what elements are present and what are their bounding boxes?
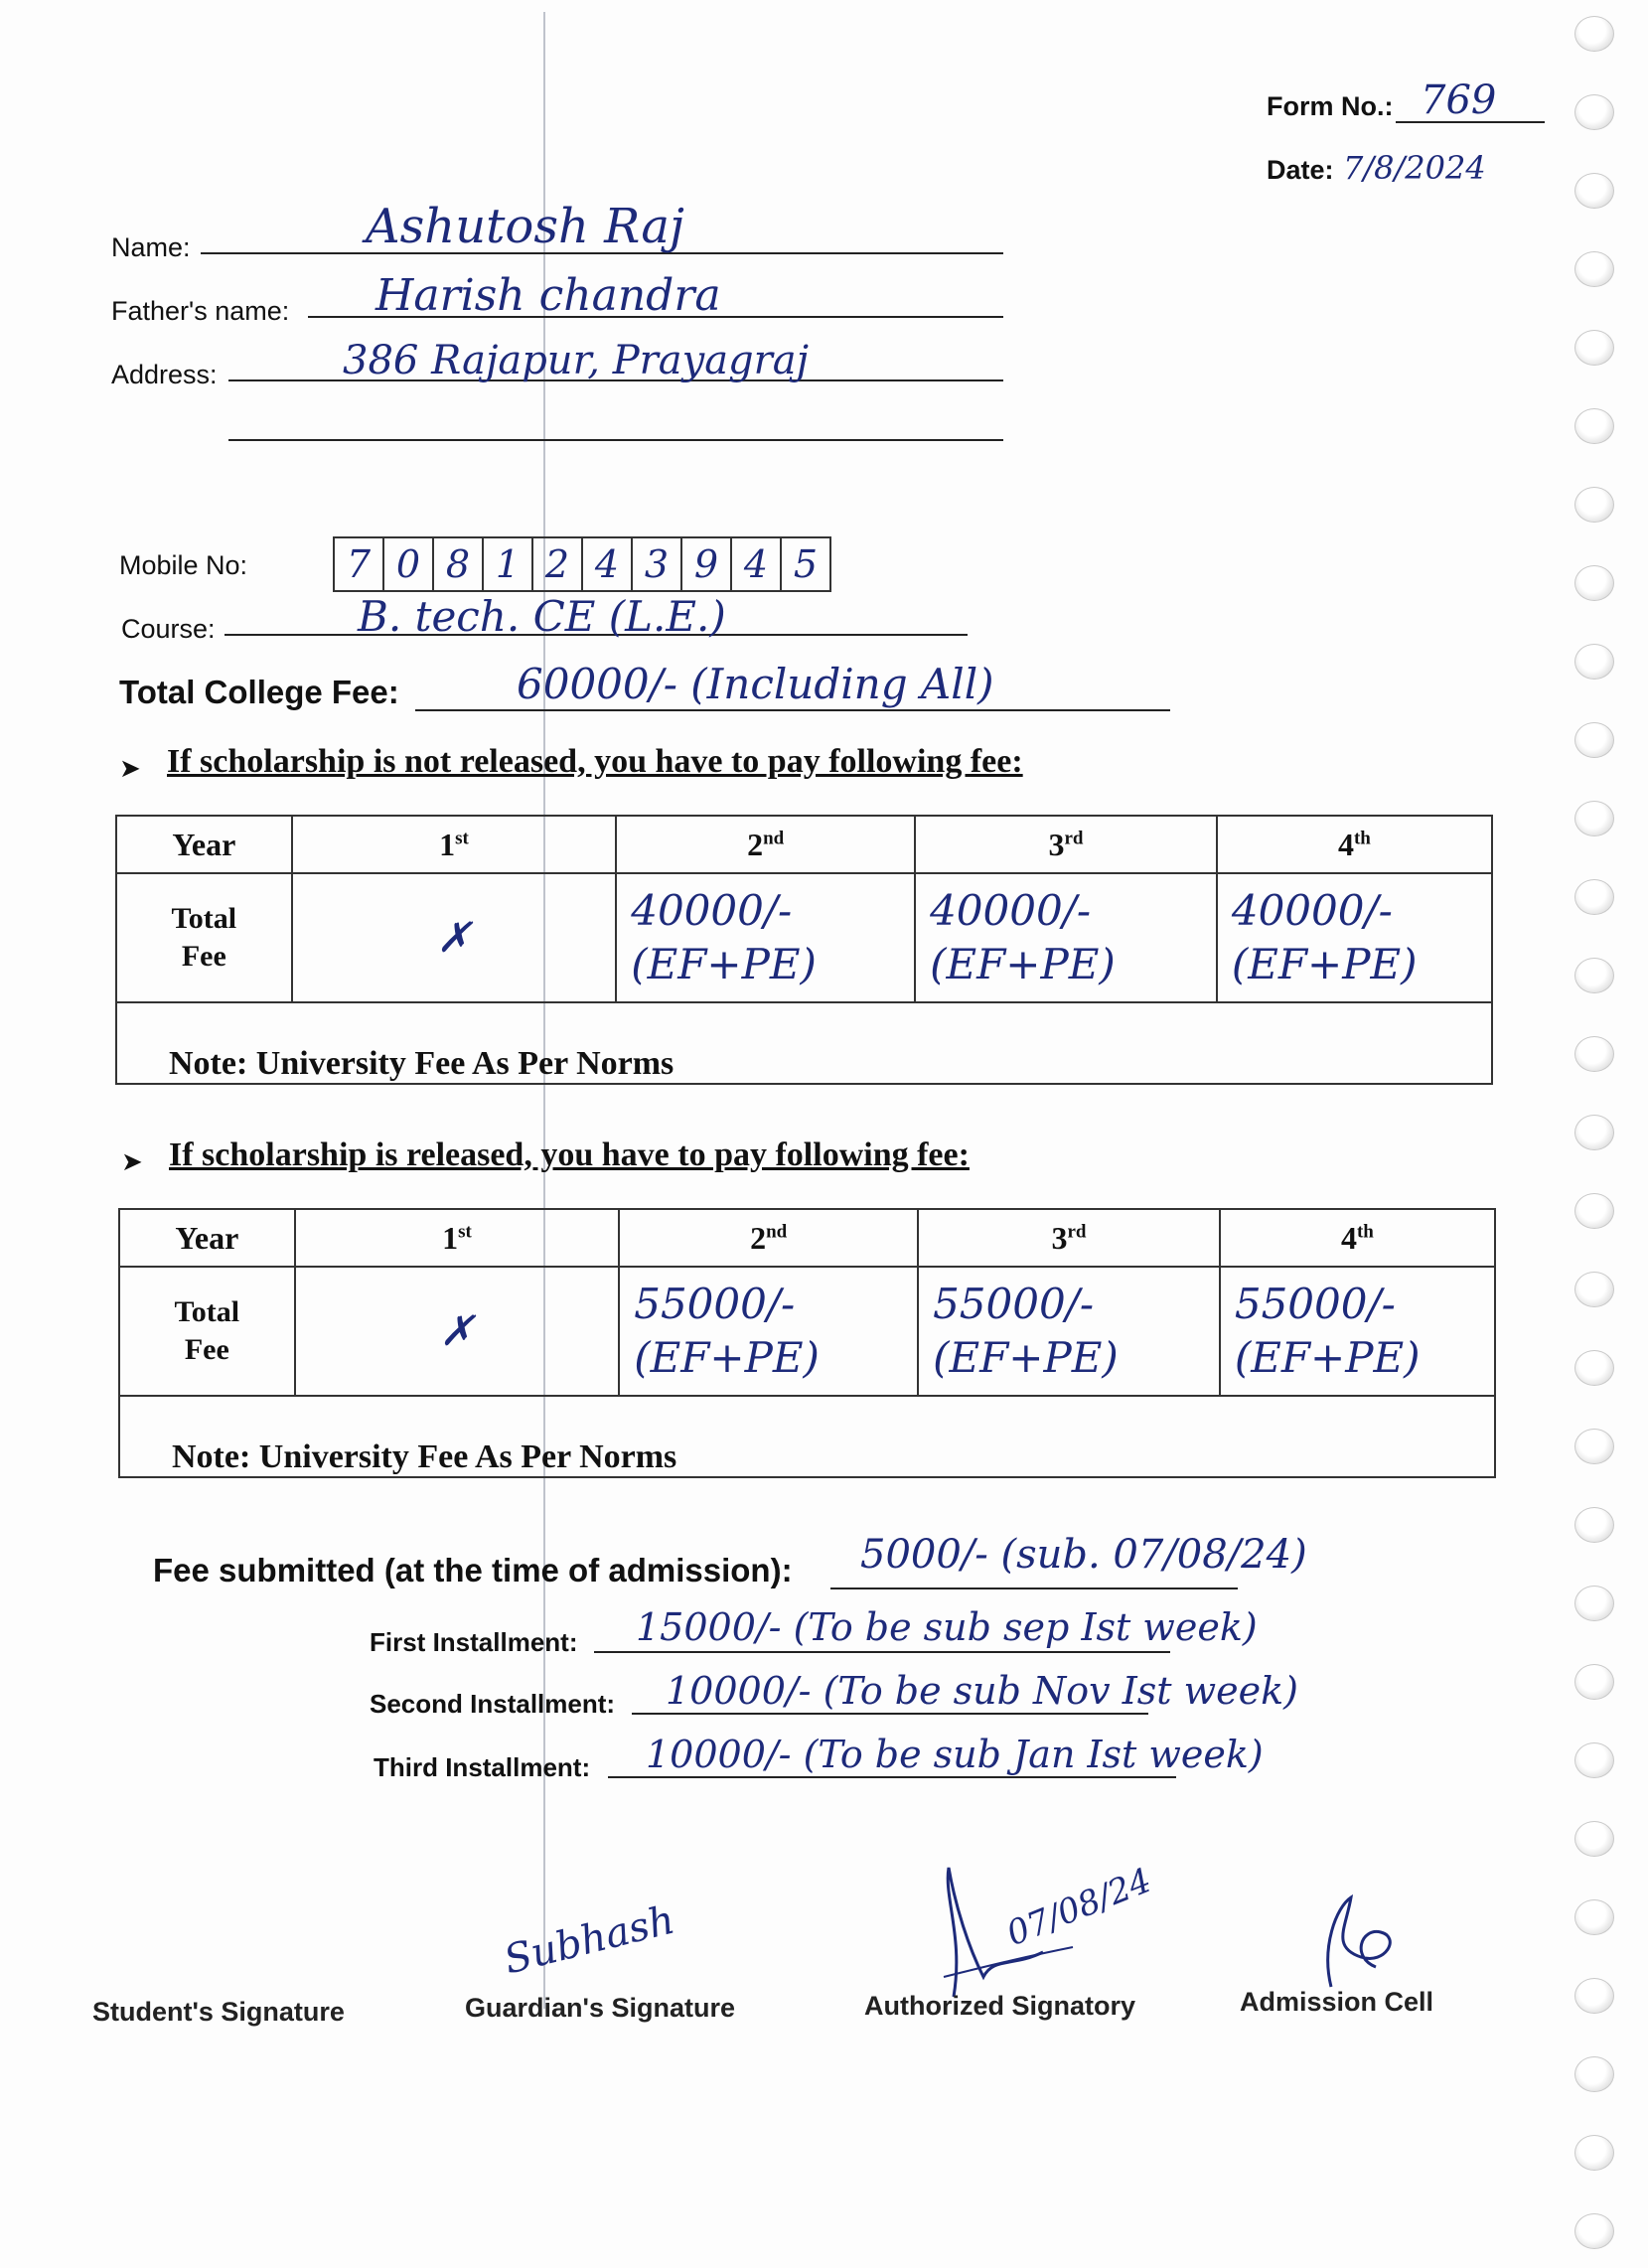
university-fee-note: Note: University Fee As Per Norms xyxy=(116,1002,1492,1084)
mobile-digit-box: 2 xyxy=(531,538,581,590)
fee-submitted-value: 5000/- (sub. 07/08/24) xyxy=(860,1532,1307,1578)
year-3-header: 3rd xyxy=(915,816,1217,873)
binding-hole xyxy=(1574,2135,1614,2171)
year-4-header: 4th xyxy=(1217,816,1492,873)
university-fee-note: Note: University Fee As Per Norms xyxy=(119,1396,1495,1477)
form-no-value: 769 xyxy=(1421,77,1497,123)
authorized-signature-date: 07/08/24 xyxy=(1001,1860,1157,1955)
year-header: Year xyxy=(116,816,292,873)
authorized-signatory-label: Authorized Signatory xyxy=(864,1991,1136,2021)
binding-hole xyxy=(1574,1115,1614,1150)
father-name-label: Father's name: xyxy=(111,296,290,326)
binding-hole xyxy=(1574,1978,1614,2014)
binding-hole xyxy=(1574,2056,1614,2092)
total-fee-underline xyxy=(415,709,1170,711)
first-installment-underline xyxy=(594,1651,1170,1653)
first-installment-label: First Installment: xyxy=(370,1627,578,1657)
total-college-fee-label: Total College Fee: xyxy=(119,674,399,710)
binding-hole xyxy=(1574,330,1614,366)
address-underline-2 xyxy=(228,439,1003,441)
mobile-digit-box: 9 xyxy=(680,538,730,590)
fee-cell-year-1: ✗ xyxy=(295,1267,620,1396)
mobile-digit-box: 8 xyxy=(432,538,482,590)
binding-hole xyxy=(1574,1036,1614,1072)
guardian-signature-label: Guardian's Signature xyxy=(465,1993,735,2023)
total-fee-row-label: Total Fee xyxy=(116,873,292,1002)
father-name-value: Harish chandra xyxy=(375,270,721,321)
mobile-digit-box: 7 xyxy=(346,542,372,586)
fee-cell-year-4: 55000/- (EF+PE) xyxy=(1220,1267,1495,1396)
total-college-fee-value: 60000/- (Including All) xyxy=(517,660,994,708)
mobile-digit-box: 4 xyxy=(730,538,780,590)
binding-hole xyxy=(1574,958,1614,993)
second-installment-value: 10000/- (To be sub Nov Ist week) xyxy=(666,1669,1298,1713)
form-no-label: Form No.: xyxy=(1267,91,1394,121)
binding-hole xyxy=(1574,251,1614,287)
spiral-binding-holes xyxy=(1549,0,1648,2268)
binding-hole xyxy=(1574,1272,1614,1307)
mobile-label: Mobile No: xyxy=(119,550,248,580)
fee-submitted-label: Fee submitted (at the time of admission): xyxy=(153,1552,793,1588)
total-fee-row-label: Total Fee xyxy=(119,1267,295,1396)
binding-hole xyxy=(1574,1664,1614,1700)
binding-hole xyxy=(1574,408,1614,444)
year-2-header: 2nd xyxy=(619,1209,918,1267)
binding-hole xyxy=(1574,1350,1614,1386)
binding-hole xyxy=(1574,565,1614,601)
second-installment-label: Second Installment: xyxy=(370,1689,616,1719)
fee-cell-year-2: 40000/- (EF+PE) xyxy=(616,873,915,1002)
mobile-number-boxes xyxy=(333,536,831,592)
arrow-bullet-icon: ➤ xyxy=(121,1146,143,1176)
address-label: Address: xyxy=(111,360,218,389)
name-value: Ashutosh Raj xyxy=(366,199,684,254)
scholarship-fee-table xyxy=(118,1208,1496,1478)
binding-hole xyxy=(1574,1821,1614,1857)
no-scholarship-heading: If scholarship is not released, you have to pay following fee: xyxy=(167,743,1023,780)
course-value: B. tech. CE (L.E.) xyxy=(358,592,726,641)
binding-hole xyxy=(1574,801,1614,836)
binding-hole xyxy=(1574,1742,1614,1778)
fee-cell-year-3: 40000/- (EF+PE) xyxy=(915,873,1217,1002)
binding-hole xyxy=(1574,722,1614,758)
second-installment-underline xyxy=(632,1713,1148,1715)
year-1-header: 1st xyxy=(295,1209,620,1267)
binding-hole xyxy=(1574,16,1614,52)
fee-submitted-underline xyxy=(830,1588,1238,1589)
binding-hole xyxy=(1574,1586,1614,1621)
binding-hole xyxy=(1574,1507,1614,1543)
fee-cell-year-2: 55000/- (EF+PE) xyxy=(619,1267,918,1396)
name-label: Name: xyxy=(111,232,191,262)
mobile-digit-box: 5 xyxy=(780,538,829,590)
fee-cell-year-1: ✗ xyxy=(292,873,617,1002)
binding-hole xyxy=(1574,2213,1614,2249)
course-label: Course: xyxy=(121,614,216,644)
scholarship-heading: If scholarship is released, you have to pay following fee: xyxy=(169,1136,970,1173)
year-3-header: 3rd xyxy=(918,1209,1220,1267)
binding-hole xyxy=(1574,1429,1614,1464)
year-4-header: 4th xyxy=(1220,1209,1495,1267)
date-value: 7/8/2024 xyxy=(1343,149,1486,187)
mobile-digit-box: 4 xyxy=(581,538,631,590)
fee-cell-year-4: 40000/- (EF+PE) xyxy=(1217,873,1492,1002)
binding-hole xyxy=(1574,487,1614,523)
year-header: Year xyxy=(119,1209,295,1267)
mobile-digit-box: 3 xyxy=(631,538,680,590)
binding-hole xyxy=(1574,1899,1614,1935)
student-signature-label: Student's Signature xyxy=(92,1997,345,2027)
binding-hole xyxy=(1574,173,1614,209)
no-scholarship-fee-table xyxy=(115,815,1493,1085)
year-1-header: 1st xyxy=(292,816,617,873)
date-label: Date: xyxy=(1267,155,1334,185)
arrow-bullet-icon: ➤ xyxy=(119,753,141,783)
mobile-digit-box: 0 xyxy=(382,538,432,590)
admission-cell-label: Admission Cell xyxy=(1240,1987,1434,2017)
third-installment-underline xyxy=(608,1776,1176,1778)
admission-cell-signature-mark xyxy=(1291,1888,1411,1997)
binding-hole xyxy=(1574,644,1614,680)
year-2-header: 2nd xyxy=(616,816,915,873)
third-installment-label: Third Installment: xyxy=(374,1752,591,1782)
fee-cell-year-3: 55000/- (EF+PE) xyxy=(918,1267,1220,1396)
binding-hole xyxy=(1574,879,1614,915)
address-value: 386 Rajapur, Prayagraj xyxy=(343,338,810,383)
first-installment-value: 15000/- (To be sub sep Ist week) xyxy=(636,1605,1258,1649)
binding-hole xyxy=(1574,1193,1614,1229)
third-installment-value: 10000/- (To be sub Jan Ist week) xyxy=(646,1733,1264,1776)
guardian-signature-mark: Subhash xyxy=(500,1896,679,1984)
mobile-digit-box: 1 xyxy=(482,538,531,590)
binding-hole xyxy=(1574,94,1614,130)
